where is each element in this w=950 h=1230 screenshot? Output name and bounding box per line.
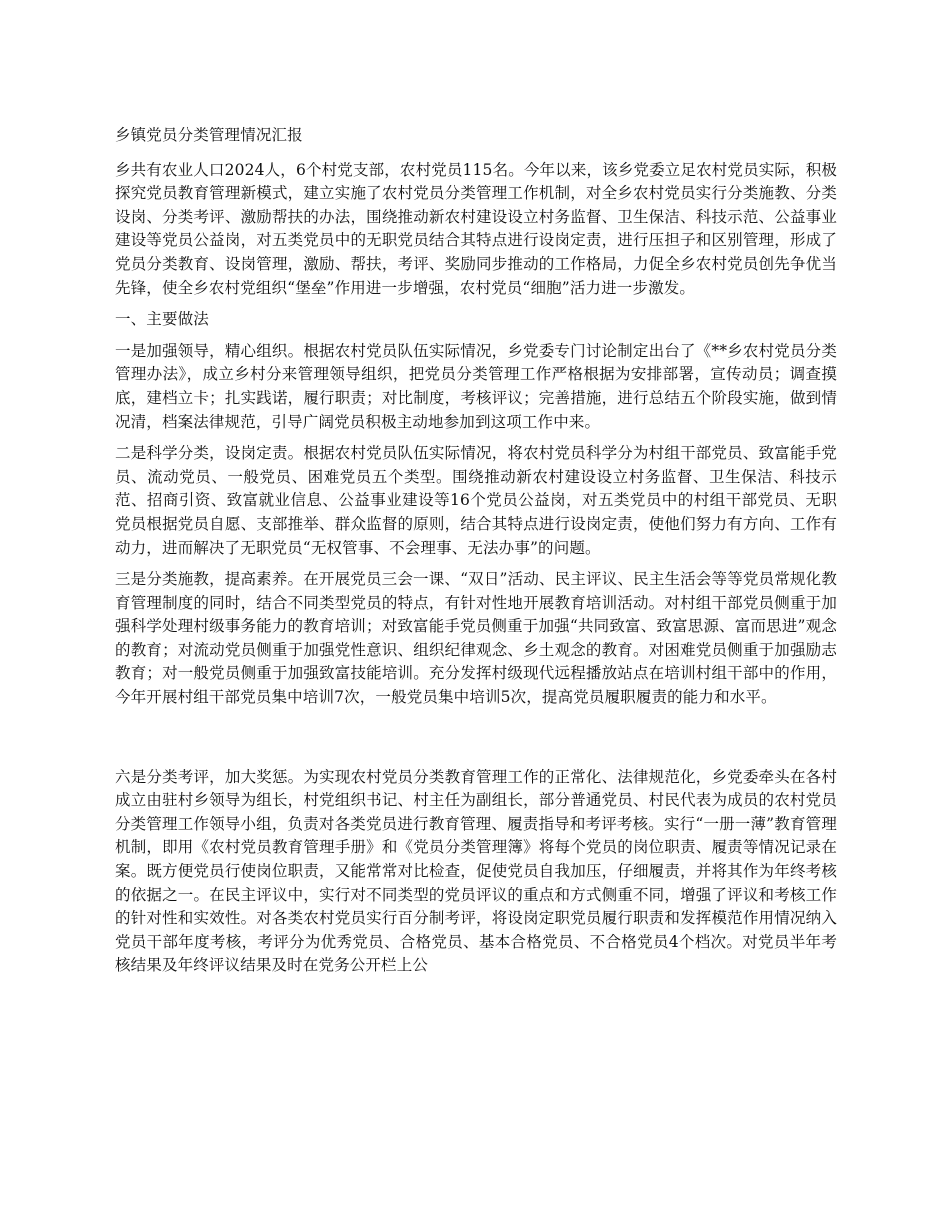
body-paragraph: 六是分类考评，加大奖惩。为实现农村党员分类教育管理工作的正常化、法律规范化，乡党委牵头在各村成立由驻村乡领导为组长，村党组织书记、村主任为副组长，部分普通党员、村民代表为成员的农村党员分类管理工作领导小组，负责对各类党员进行教育管理、履责指导和考评考核。实行“一册一薄”教育管理机制，即用《农村党员教育管理手册》和《党员分类管理簿》将每个党员的岗位职责、履责等情况记录在案。既方便党员行使岗位职责，又能常常对比检查，促使党员自我加压，仔细履责，并将其作为年终考核的依据之一。在民主评议中，实行对不同类型的党员评议的重点和方式侧重不同，增强了评议和考核工作的针对性和实效性。对各类农村党员实行百分制考评，将设岗定职党员履行职责和发挥模范作用情况纳入党员干部年度考核，考评分为优秀党员、合格党员、基本合格党员、不合格党员4个档次。对党员半年考核结果及年终评议结果及时在党务公开栏上公 (115, 767, 837, 975)
section-heading: 一、主要做法 (115, 310, 209, 329)
document-page (115, 124, 837, 986)
body-paragraph: 二是科学分类，设岗定责。根据农村党员队伍实际情况，将农村党员科学分为村组干部党员、致富能手党员、流动党员、一般党员、困难党员五个类型。围绕推动新农村建设设立村务监督、卫生保洁、科技示范、招商引资、致富就业信息、公益事业建设等16个党员公益岗，对五类党员中的村组干部党员、无职党员根据党员自愿、支部推举、群众监督的原则，结合其特点进行设岗定责，使他们努力有方向、工作有动力，进而解决了无职党员“无权管事、不会理事、无法办事”的问题。 (115, 444, 837, 557)
section-gap (115, 718, 837, 766)
body-paragraph: 三是分类施教，提高素养。在开展党员三会一课、“双日”活动、民主评议、民主生活会等等党员常规化教育管理制度的同时，结合不同类型党员的特点，有针对性地开展教育培训活动。对村组干部党员侧重于加强科学处理村级事务能力的教育培训；对致富能手党员侧重于加强“共同致富、致富思源、富而思进”观念的教育；对流动党员侧重于加强党性意识、组织纪律观念、乡土观念的教育。对困难党员侧重于加强励志教育；对一般党员侧重于加强致富技能培训。充分发挥村级现代远程播放站点在培训村组干部中的作用，今年开展村组干部党员集中培训7次，一般党员集中培训5次，提高党员履职履责的能力和水平。 (115, 570, 837, 707)
intro-paragraph: 乡共有农业人口2024人，6个村党支部，农村党员115名。今年以来，该乡党委立足农村党员实际，积极探究党员教育管理新模式，建立实施了农村党员分类管理工作机制，对全乡农村党员实行分类施教、分类设岗、分类考评、激励帮扶的办法，围绕推动新农村建设设立村务监督、卫生保洁、科技示范、公益事业建设等党员公益岗，对五类党员中的无职党员结合其特点进行设岗定责，进行压担子和区别管理，形成了党员分类教育、设岗管理，激励、帮扶，考评、奖励同步推动的工作格局，力促全乡农村党员创先争优当先锋，使全乡农村党组织“堡垒”作用进一步增强，农村党员“细胞”活力进一步激发。 (115, 160, 837, 297)
body-paragraph: 一是加强领导，精心组织。根据农村党员队伍实际情况，乡党委专门讨论制定出台了《**乡农村党员分类管理办法》，成立乡村分来管理领导组织，把党员分类管理工作严格根据为安排部署，宣传动员；调查摸底，建档立卡；扎实践诺，履行职责；对比制度，考核评议；完善措施，进行总结五个阶段实施，做到情况清，档案法律规范，引导广阔党员积极主动地参加到这项工作中来。 (115, 341, 837, 431)
document-title: 乡镇党员分类管理情况汇报 (115, 126, 303, 144)
